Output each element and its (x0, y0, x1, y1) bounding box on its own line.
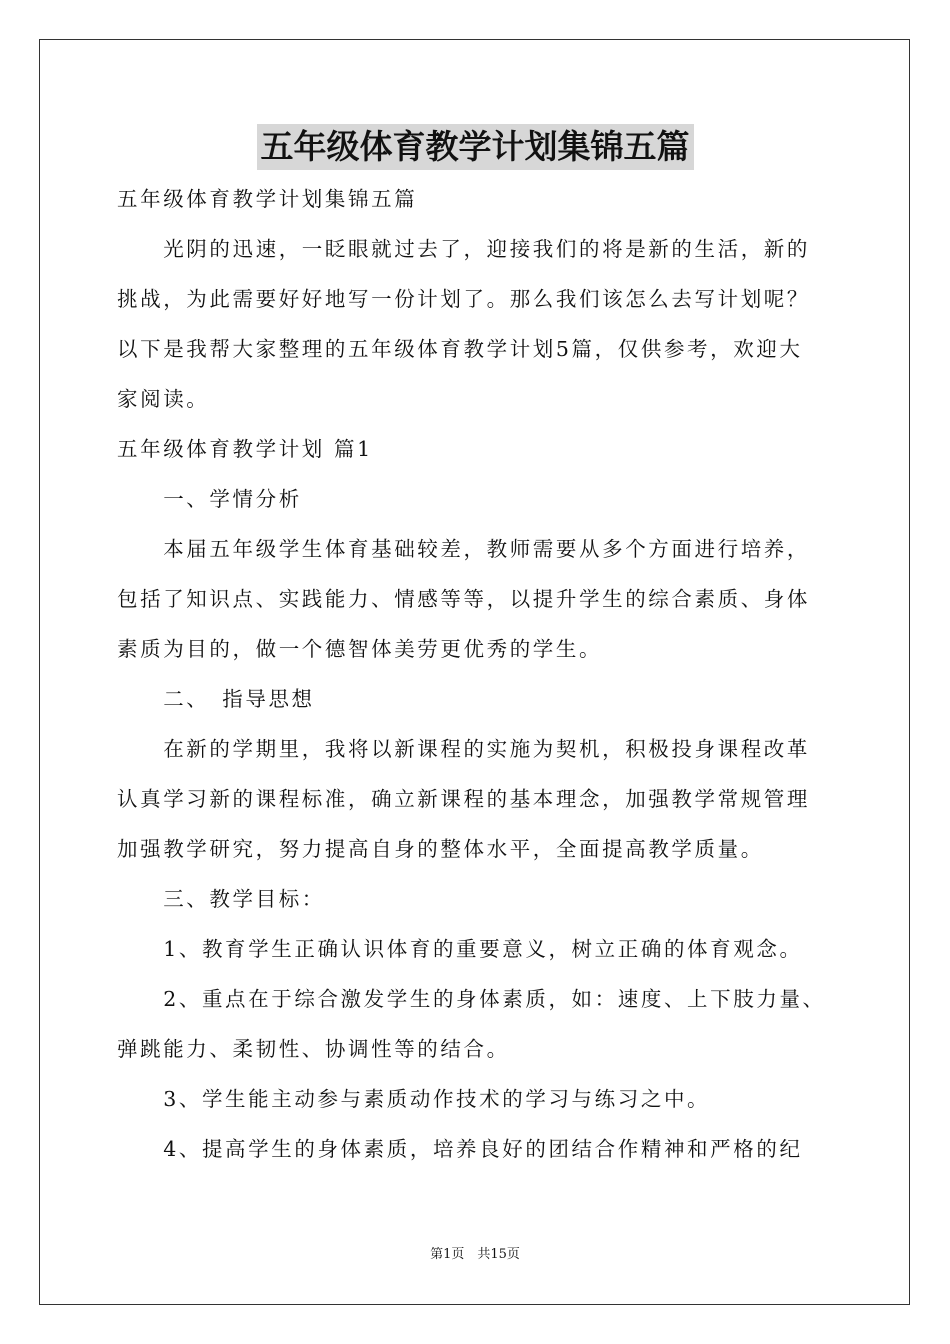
page-border (39, 39, 910, 1305)
body-line: 家阅读。 (117, 387, 210, 411)
body-line: 2、重点在于综合激发学生的身体素质，如：速度、上下肢力量、 (117, 987, 826, 1011)
subheading: 二、 指导思想 (117, 687, 315, 711)
body-line: 以下是我帮大家整理的五年级体育教学计划5篇，仅供参考，欢迎大 (117, 337, 803, 361)
subheading: 三、教学目标： (117, 887, 325, 911)
body-line: 弹跳能力、柔韧性、协调性等的结合。 (117, 1037, 510, 1061)
page-number: 第1页 共15页 (430, 1247, 520, 1262)
subtitle-line: 五年级体育教学计划集锦五篇 (117, 187, 418, 211)
body-line: 本届五年级学生体育基础较差，教师需要从多个方面进行培养， (117, 537, 810, 561)
body-line: 在新的学期里，我将以新课程的实施为契机，积极投身课程改革 (117, 737, 810, 761)
body-line: 挑战，为此需要好好地写一份计划了。那么我们该怎么去写计划呢？ (117, 287, 810, 311)
body-line: 认真学习新的课程标准，确立新课程的基本理念，加强教学常规管理 (117, 787, 810, 811)
section-heading: 五年级体育教学计划 篇1 (117, 437, 373, 461)
body-line: 1、教育学生正确认识体育的重要意义，树立正确的体育观念。 (117, 937, 803, 961)
body-line: 3、学生能主动参与素质动作技术的学习与练习之中。 (117, 1087, 711, 1111)
body-line: 加强教学研究，努力提高自身的整体水平，全面提高教学质量。 (117, 837, 764, 861)
body-line: 包括了知识点、实践能力、情感等等，以提升学生的综合素质、身体 (117, 587, 810, 611)
body-line: 光阴的迅速，一眨眼就过去了，迎接我们的将是新的生活，新的 (117, 237, 810, 261)
title-wrapper (0, 124, 950, 170)
subheading: 一、学情分析 (117, 487, 302, 511)
body-line: 素质为目的，做一个德智体美劳更优秀的学生。 (117, 637, 603, 661)
body-line: 4、提高学生的身体素质，培养良好的团结合作精神和严格的纪 (117, 1137, 803, 1161)
document-title: 五年级体育教学计划集锦五篇 (257, 124, 694, 170)
